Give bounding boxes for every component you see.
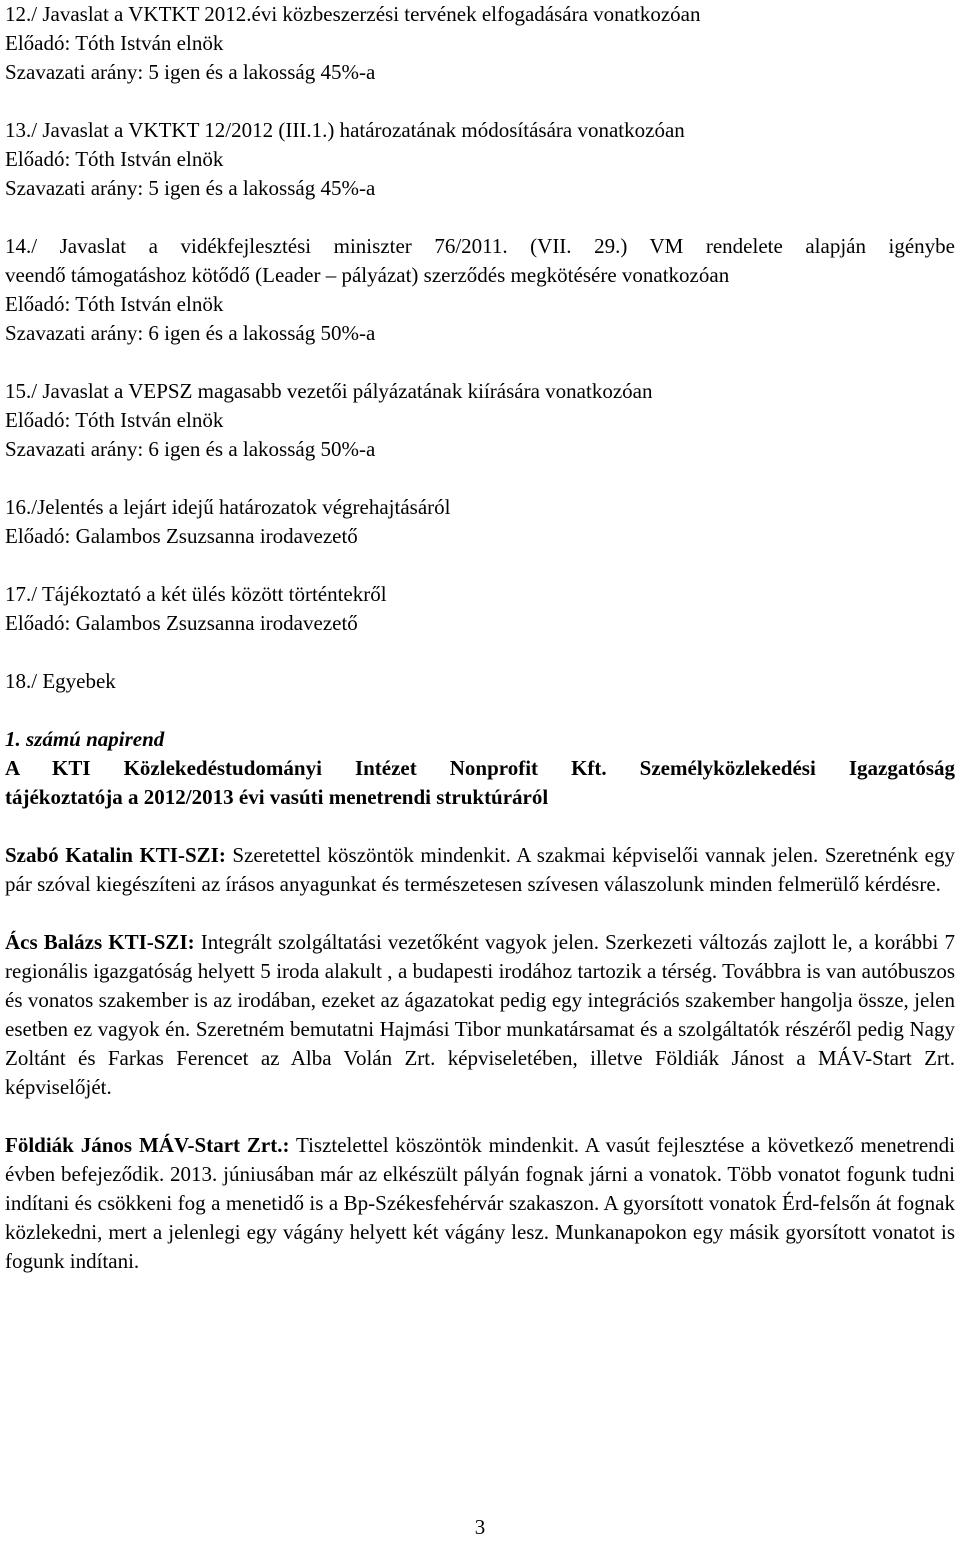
agenda-item-presenter: Előadó: Tóth István elnök [5, 408, 224, 432]
agenda-item-vote: Szavazati arány: 6 igen és a lakosság 50%-a [5, 437, 376, 461]
speaker-name: Ács Balázs KTI-SZI: [5, 930, 195, 954]
agenda-item-vote: Szavazati arány: 5 igen és a lakosság 45%-a [5, 60, 376, 84]
agenda-item-vote: Szavazati arány: 6 igen és a lakosság 50%-a [5, 321, 376, 345]
agenda-item-title: 17./ Tájékoztató a két ülés között történtekről [5, 582, 387, 606]
agenda-item-18 [5, 667, 955, 696]
section-title-continued: tájékoztatója a 2012/2013 évi vasúti menetrendi struktúráról [5, 785, 549, 809]
agenda-item-title: 12./ Javaslat a VKTKT 2012.évi közbeszerzési tervének elfogadására vonatkozóan [5, 2, 701, 26]
agenda-item-12 [5, 0, 955, 87]
agenda-item-14 [5, 232, 955, 348]
agenda-item-presenter: Előadó: Tóth István elnök [5, 147, 224, 171]
section-title: A KTI Közlekedéstudományi Intézet Nonprofit Kft. Személyközlekedési Igazgatóság [5, 756, 955, 780]
speaker-name: Szabó Katalin KTI-SZI: [5, 843, 226, 867]
speech-text: Szeretettel köszöntök mindenkit. A szakmai képviselői vannak jelen. Szeretnénk egy pár szóval kiegészíteni az írásos anyagunkat és természetesen szívesen válaszolunk minden felmerülő kérdésre. [5, 843, 955, 896]
speaker-name: Földiák János MÁV-Start Zrt.: [5, 1133, 290, 1157]
agenda-item-16 [5, 493, 955, 551]
agenda-item-title-continued: veendő támogatáshoz kötődő (Leader – pályázat) szerződés megkötésére vonatkozóan [5, 263, 730, 287]
agenda-item-vote: Szavazati arány: 5 igen és a lakosság 45%-a [5, 176, 376, 200]
speech-text: Integrált szolgáltatási vezetőként vagyok jelen. Szerkezeti változás zajlott le, a korábbi 7 regionális igazgatóság helyett 5 iroda alakult , a budapesti irodához tartozik a térség. Továbbra is van autóbuszos és vonatos szakember is az irodában, ezeket az ágazatokat pedig egy integrációs szakember hangolja össze, jelen esetben ez vagyok én. Szeretném bemutatni Hajmási Tibor munkatársamat és a szolgáltatók részéről pedig Nagy Zoltánt és Farkas Ferencet az Alba Volán Zrt. képviseletében, illetve Földiák Jánost a MÁV-Start Zrt. képviselőjét. [5, 930, 955, 1099]
speech-paragraph [5, 841, 955, 899]
speech-paragraph [5, 1131, 955, 1276]
agenda-item-title: 16./Jelentés a lejárt idejű határozatok végrehajtásáról [5, 495, 451, 519]
agenda-item-17 [5, 580, 955, 638]
agenda-item-title: 18./ Egyebek [5, 669, 116, 693]
page-number: 3 [474, 1515, 486, 1539]
agenda-item-title: 14./ Javaslat a vidékfejlesztési miniszter 76/2011. (VII. 29.) VM rendelete alapján igénybe [5, 234, 955, 258]
agenda-item-13 [5, 116, 955, 203]
section-heading [5, 725, 955, 812]
document-page [5, 0, 955, 1276]
agenda-item-title: 15./ Javaslat a VEPSZ magasabb vezetői pályázatának kiírására vonatkozóan [5, 379, 653, 403]
agenda-item-title: 13./ Javaslat a VKTKT 12/2012 (III.1.) határozatának módosítására vonatkozóan [5, 118, 685, 142]
speech-paragraph [5, 928, 955, 1102]
speech-text: Tisztelettel köszöntök mindenkit. A vasút fejlesztése a következő menetrendi évben befejeződik. 2013. júniusában már az elkészült pályán fognak járni a vonatok. Több vonatot fogunk tudni indítani és csökkeni fog a menetidő is a Bp-Székesfehérvár szakaszon. A gyorsított vonatok Érd-felsőn át fognak közlekedni, mert a jelenlegi egy vágány helyett két vágány lesz. Munkanapokon egy másik gyorsított vonatot is fogunk indítani. [5, 1133, 956, 1273]
agenda-item-presenter: Előadó: Galambos Zsuzsanna irodavezető [5, 611, 358, 635]
section-number: 1. számú napirend [5, 727, 165, 751]
agenda-item-presenter: Előadó: Tóth István elnök [5, 31, 224, 55]
agenda-item-presenter: Előadó: Tóth István elnök [5, 292, 224, 316]
agenda-item-15 [5, 377, 955, 464]
agenda-item-presenter: Előadó: Galambos Zsuzsanna irodavezető [5, 524, 358, 548]
